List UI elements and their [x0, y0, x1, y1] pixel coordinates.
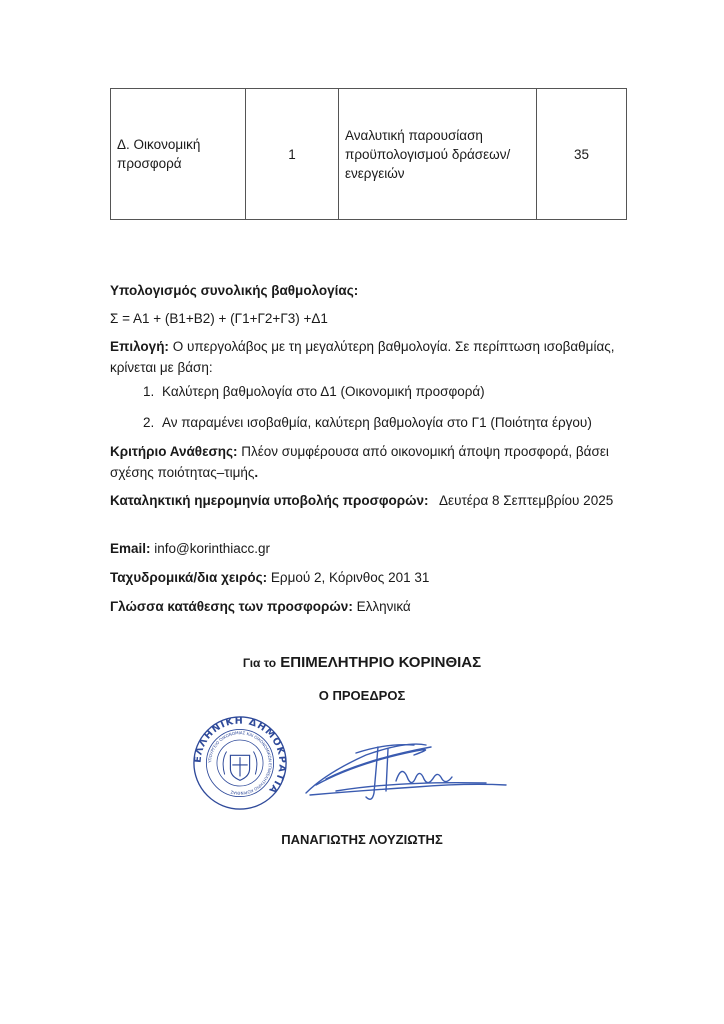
post-label: Ταχυδρομικά/δια χειρός: — [110, 570, 268, 585]
language-text: Ελληνικά — [356, 599, 411, 614]
signer-name: ΠΑΝΑΓΙΩΤΗΣ ΛΟΥΖΙΩΤΗΣ — [281, 832, 443, 847]
email-label: Email: — [110, 541, 151, 556]
handwritten-signature-icon — [296, 733, 520, 805]
selection-text: Ο υπεργολάβος με τη μεγαλύτερη βαθμολογία. Σε περίπτωση ισοβαθμίας, κρίνεται με βάση: — [110, 339, 615, 375]
table-row — [111, 89, 627, 220]
language-label: Γλώσσα κατάθεσης των προσφορών: — [110, 599, 353, 614]
criterion-cell: Δ. Οικονομική προσφορά — [111, 89, 246, 220]
for-organization-line — [0, 654, 724, 671]
deadline-text: Δευτέρα 8 Σεπτεμβρίου 2025 — [439, 493, 614, 508]
post-paragraph — [110, 567, 630, 588]
award-end: . — [254, 465, 259, 480]
deadline-paragraph — [110, 490, 630, 511]
score-formula: Σ = Α1 + (Β1+Β2) + (Γ1+Γ2+Γ3) +Δ1 — [110, 311, 328, 326]
score-cell: 35 — [537, 89, 627, 220]
list-item: 2. Αν παραμένει ισοβαθμία, καλύτερη βαθμολογία στο Γ1 (Ποιότητα έργου) — [158, 412, 658, 433]
email-text: info@korinthiacc.gr — [154, 541, 271, 556]
score-calc-heading: Υπολογισμός συνολικής βαθμολογίας: — [110, 283, 359, 298]
award-text: Πλέον συμφέρουσα από οικονομική άποψη προσφορά, βάσει σχέσης ποιότητας–τιμής — [110, 444, 609, 480]
award-paragraph — [110, 441, 630, 483]
language-paragraph — [110, 596, 630, 617]
post-text: Ερμού 2, Κόρινθος 201 31 — [270, 570, 430, 585]
selection-label: Επιλογή: — [110, 339, 169, 354]
selection-paragraph — [110, 336, 630, 378]
official-seal-icon — [192, 715, 288, 811]
criteria-table — [110, 88, 627, 220]
organization-name: ΕΠΙΜΕΛΗΤΗΡΙΟ ΚΟΡΙΝΘΙΑΣ — [280, 654, 482, 671]
for-prefix: Για το — [242, 656, 277, 670]
email-paragraph — [110, 538, 630, 559]
tiebreak-list — [134, 381, 658, 443]
seal-inner-text: ΥΠΟΥΡΓΕΙΟ ΟΙΚΟΝΟΜΙΑΣ ΚΑΙ ΟΙΚΟΝΟΜΙΚΩΝ ΕΠΙΜΕΛΗΤΗΡΙΟ ΚΟΡΙΝΘΙΑΣ — [207, 730, 273, 796]
seal-outer-text: ΕΛΛΗΝΙΚΗ ΔΗΜΟΚΡΑΤΙΑ — [192, 715, 288, 796]
description-cell: Αναλυτική παρουσίαση προϋπολογισμού δράσεων/ενεργειών — [339, 89, 537, 220]
weight-cell: 1 — [246, 89, 339, 220]
list-item: 1. Καλύτερη βαθμολογία στο Δ1 (Οικονομική προσφορά) — [158, 381, 658, 402]
signer-role: Ο ΠΡΟΕΔΡΟΣ — [318, 688, 406, 703]
deadline-label: Καταληκτική ημερομηνία υποβολής προσφορών: — [110, 493, 429, 508]
award-label: Κριτήριο Ανάθεσης: — [110, 444, 238, 459]
